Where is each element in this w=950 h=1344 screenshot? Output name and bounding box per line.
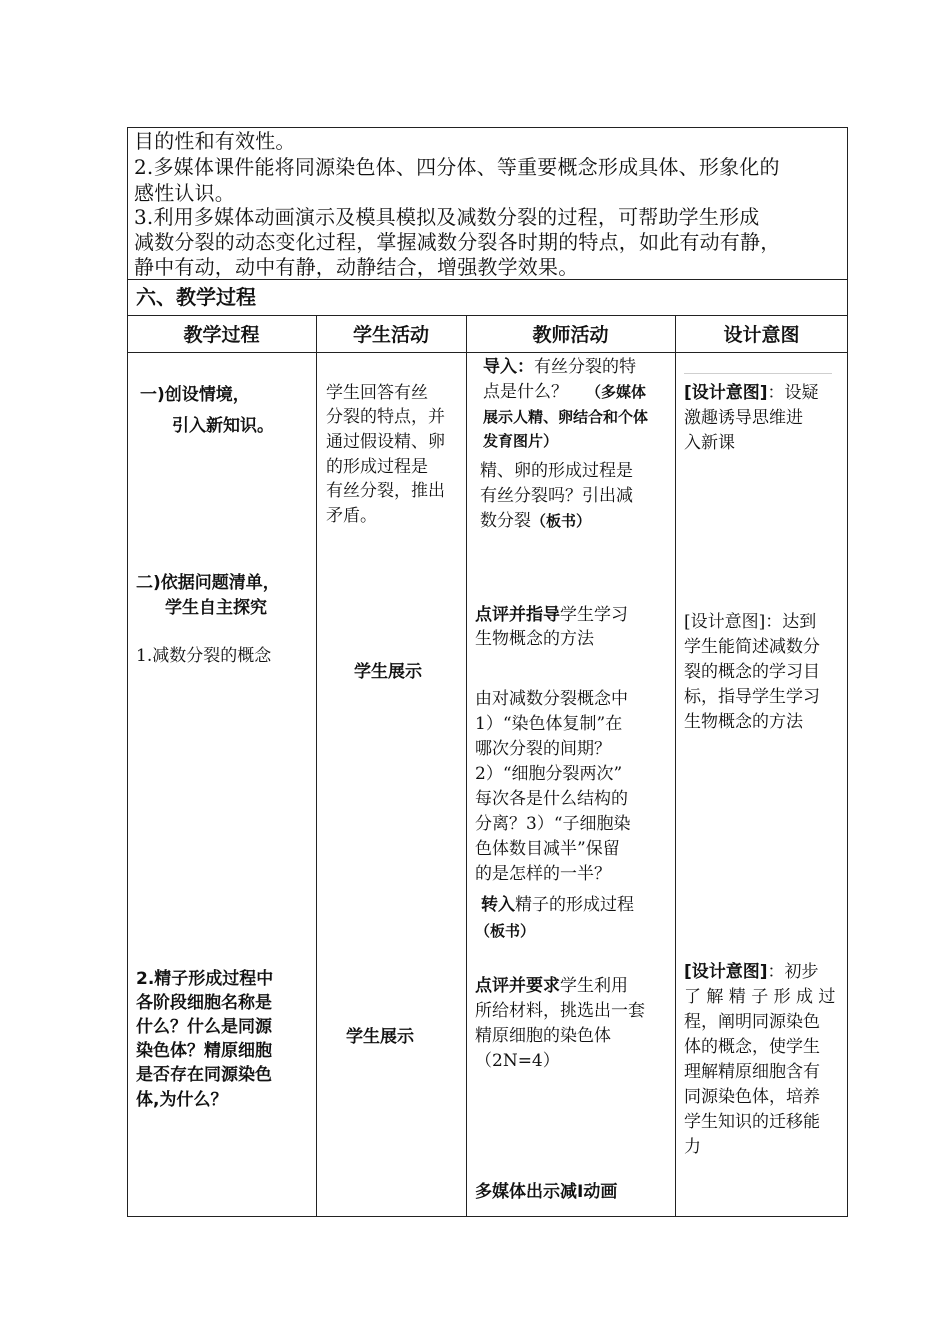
header-divider (127, 352, 848, 353)
teacher-intro-note: 发育图片） (483, 432, 559, 450)
teacher-concept-text: 由对减数分裂概念中 (475, 689, 628, 709)
intro-line: 感性认识。 (134, 181, 235, 205)
header-teaching-process: 教学过程 (183, 324, 260, 346)
student-activity-text: 通过假设精、卵 (326, 432, 445, 452)
teacher-concept-text: 1）“染色体复制”在 (475, 714, 623, 734)
stage-1-title: 引入新知识。 (172, 416, 274, 436)
intro-line: 3.利用多媒体动画演示及模具模拟及减数分裂的过程，可帮助学生形成 (134, 205, 760, 229)
teacher-intro-line: 点是什么？ （多媒体 (483, 382, 647, 402)
teacher-question-text: 有丝分裂吗？引出减 (480, 486, 633, 506)
stage-3-question: 体,为什么？ (136, 1090, 228, 1110)
intro-line: 目的性和有效性。 (134, 129, 296, 153)
student-activity-text: 有丝分裂，推出 (326, 481, 445, 501)
design-intent-3: [设计意图]：初步 (684, 962, 819, 982)
design-intent-2: [设计意图]：达到 (684, 612, 817, 632)
teacher-guidance-line: 点评并指导学生学习 (475, 605, 628, 625)
design-intent-3: 力 (684, 1137, 701, 1157)
design-intent-2: 标，指导学生学习 (684, 687, 820, 707)
student-activity-text: 的形成过程是 (326, 457, 428, 477)
design-intent-2: 学生能简述减数分 (684, 637, 820, 657)
design-intent-2: 生物概念的方法 (684, 712, 803, 732)
stage-3-question: 染色体？精原细胞 (136, 1041, 272, 1061)
stage-2-title: 学生自主探究 (165, 598, 267, 618)
stage-1-title: 一)创设情境， (140, 385, 250, 405)
stage-2-title: 二)依据问题清单， (136, 573, 280, 593)
design-intent-3: 理解精原细胞含有 (684, 1062, 820, 1082)
teacher-concept-text: 哪次分裂的间期？ (475, 739, 611, 759)
section-divider (127, 315, 848, 316)
design-intent-3: 同源染色体，培养 (684, 1087, 820, 1107)
teacher-task-line: （2N=4） (475, 1051, 560, 1071)
design-intent-3: 程，阐明同源染色 (684, 1012, 820, 1032)
student-showcase: 学生展示 (354, 662, 422, 682)
design-intent-1: [设计意图]：设疑 (684, 383, 819, 403)
intro-line: 2.多媒体课件能将同源染色体、四分体、等重要概念形成具体、形象化的 (134, 155, 780, 179)
col-divider-1 (316, 315, 317, 1217)
col-divider-2 (466, 315, 467, 1217)
design-intent-separator (684, 373, 832, 374)
header-teacher-activity: 教师活动 (532, 324, 609, 346)
teacher-concept-text: 分离？3）“子细胞染 (475, 814, 631, 834)
intro-line: 减数分裂的动态变化过程，掌握减数分裂各时期的特点，如此有动有静， (134, 230, 781, 254)
student-activity-text: 学生回答有丝 (326, 383, 428, 403)
stage-3-question: 2.精子形成过程中 (136, 969, 274, 989)
student-activity-text: 分裂的特点，并 (326, 407, 445, 427)
col-divider-3 (675, 315, 676, 1217)
design-intent-2: 裂的概念的学习目 (684, 662, 820, 682)
section-title: 六、教学过程 (136, 285, 256, 309)
stage-3-question: 什么？什么是同源 (136, 1017, 272, 1037)
teacher-intro-label: 导入： (483, 357, 534, 377)
teacher-guidance-line: 生物概念的方法 (475, 629, 594, 649)
teacher-intro-note: 展示人精、卵结合和个体 (483, 408, 649, 426)
teacher-concept-text: 每次各是什么结构的 (475, 789, 628, 809)
header-student-activity: 学生活动 (352, 324, 429, 346)
header-design-intent: 设计意图 (723, 324, 800, 346)
teacher-concept-text: 2）“细胞分裂两次” (475, 764, 623, 784)
teacher-task-line: 精原细胞的染色体 (475, 1026, 611, 1046)
stage-3-question: 是否存在同源染色 (136, 1065, 272, 1085)
teacher-task-line: 点评并要求学生利用 (475, 976, 628, 996)
teacher-question-text: 精、卵的形成过程是 (480, 461, 633, 481)
design-intent-1: 入新课 (684, 433, 735, 453)
teacher-transition-note: （板书） (475, 922, 536, 940)
stage-3-question: 各阶段细胞名称是 (136, 993, 272, 1013)
design-intent-3: 学生知识的迁移能 (684, 1112, 820, 1132)
design-intent-3: 体的概念，使学生 (684, 1037, 820, 1057)
teacher-question-text: 数分裂（板书） (480, 511, 592, 531)
teacher-intro-line: 导入：有丝分裂的特 (483, 357, 636, 377)
teacher-task-line: 所给材料，挑选出一套 (475, 1001, 645, 1021)
teacher-animation-note: 多媒体出示减Ⅰ动画 (475, 1182, 618, 1202)
student-showcase: 学生展示 (346, 1027, 414, 1047)
student-activity-text: 矛盾。 (326, 506, 377, 526)
design-intent-1: 激趣诱导思维进 (684, 408, 803, 428)
stage-2-subtopic: 1.减数分裂的概念 (136, 646, 272, 666)
design-intent-3: 了 解 精 子 形 成 过 (684, 987, 836, 1007)
teacher-transition-line: 转入精子的形成过程 (481, 895, 634, 915)
intro-line: 静中有动，动中有静，动静结合，增强教学效果。 (134, 255, 579, 279)
teacher-concept-text: 的是怎样的一半？ (475, 864, 611, 884)
teacher-concept-text: 色体数目减半”保留 (475, 839, 620, 859)
